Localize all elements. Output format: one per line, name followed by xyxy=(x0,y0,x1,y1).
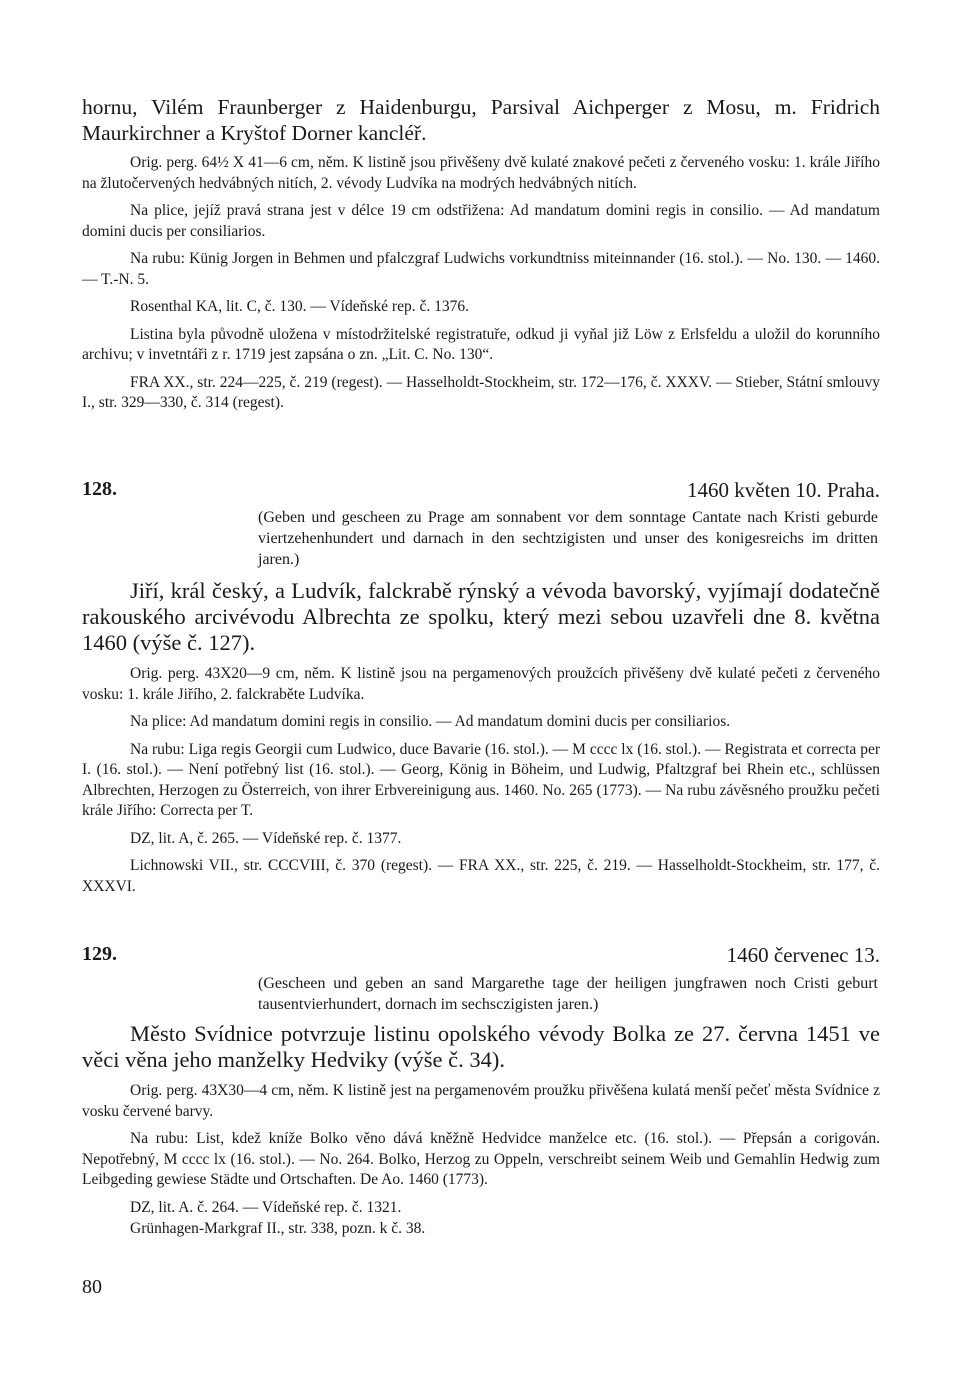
entry-number: 128. xyxy=(82,478,117,500)
previous-entry-continuation xyxy=(82,94,880,414)
note-paragraph: Lichnowski VII., str. CCCVIII, č. 370 (regest). — FRA XX., str. 225, č. 219. — Hasselholdt-Stockheim, str. 177, č. XXXVI. xyxy=(82,857,880,895)
entry-german-dating: (Geben und gescheen zu Prage am sonnabent vor dem sonntage Cantate nach Kristi geburde viertzehenhundert und darnach in den sechtzigisten und unser des konigesreichs im dritten jaren.) xyxy=(258,509,878,568)
page-number: 80 xyxy=(82,1276,102,1298)
note-paragraph: Listina byla původně uložena v místodržitelské registratuře, odkud ji vyňal již Löw z Erlsfeldu a uložil do korunního archivu; v invetntáři z r. 1719 jest zapsána o zn. „Lit. C. No. 130“. xyxy=(82,325,880,363)
entry-body xyxy=(82,1021,880,1240)
note-paragraph: Na plice: Ad mandatum domini regis in consilio. — Ad mandatum domini ducis per consiliarios. xyxy=(130,713,731,730)
entry-number: 129. xyxy=(82,943,117,965)
note-paragraph: Na rubu: Liga regis Georgii cum Ludwico, duce Bavarie (16. stol.). — M cccc lx (16. stol.). — Registrata et correcta per I. (16. stol.). — Není potřebný list (16. stol.). — Georg, König in Böheim, und Ludwig, Pfaltzgraf bei Rhein etc., schlüssen Albrechten, Herzogen zu Österreich, von ihrer Erbvereinigung aus. 1460. No. 265 (1773). — Na rubu závěsného proužku pečeti krále Jiřího: Correcta per T. xyxy=(82,740,880,819)
entry-date: 1460 červenec 13. xyxy=(726,943,880,967)
note-paragraph: FRA XX., str. 224—225, č. 219 (regest). — Hasselholdt-Stockheim, str. 172—176, č. XXXV. — Stieber, Státní smlouvy I., str. 329—330, č. 314 (regest). xyxy=(82,373,880,411)
entry-title: Město Svídnice potvrzuje listinu opolského vévody Bolka ze 27. června 1451 ve věci věna jeho manželky Hedviky (výše č. 34). xyxy=(82,1021,880,1072)
note-paragraph: Orig. perg. 43X30—4 cm, něm. K listině jest na pergamenovém proužku přivěšena kulatá menší pečeť města Svídnice z vosku červené barvy. xyxy=(82,1082,880,1120)
entry-title: Jiří, král český, a Ludvík, falckrabě rýnský a vévoda bavorský, vyjímají dodatečně rakouského arcivévodu Albrechta ze spolku, který mezi sebou uzavřeli dne 8. května 1460 (výše č. 127). xyxy=(82,578,880,655)
note-paragraph: Orig. perg. 43X20—9 cm, něm. K listině jsou na pergamenových proužcích přivěšeny dvě kulaté pečeti z červeného vosku: 1. krále Jiřího, 2. falckraběte Ludvíka. xyxy=(82,665,880,703)
note-paragraph: Na rubu: List, kdež kníže Bolko věno dává kněžně Hedvidce manželce etc. (16. stol.). — Přepsán a corigován. Nepotřebný, M cccc lx (16. stol.). — No. 264. Bolko, Herzog zu Oppeln, verschreibt seinem Weib und Gemahlin Hedwig zum Leibgeding gewiese Städte und Ortschaften. De Ao. 1460 (1773). xyxy=(82,1130,880,1188)
entry-date: 1460 květen 10. Praha. xyxy=(686,478,880,502)
note-paragraph: Orig. perg. 64½ X 41—6 cm, něm. K listině jsou přivěšeny dvě kulaté znakové pečeti z červeného vosku: 1. krále Jiřího na žlutočervených hedvábných nitích, 2. vévody Ludvíka na modrých hedvábných nitích. xyxy=(82,154,880,192)
note-paragraph: Grünhagen-Markgraf II., str. 338, pozn. k č. 38. xyxy=(130,1220,426,1237)
note-paragraph: DZ, lit. A. č. 264. — Vídeňské rep. č. 1321. xyxy=(130,1198,402,1216)
note-paragraph: Rosenthal KA, lit. C, č. 130. — Vídeňské rep. č. 1376. xyxy=(130,298,469,315)
entry-german-dating: (Gescheen und geben an sand Margarethe tage der heiligen jungfrawen noch Cristi geburt tausentvierhundert, dornach im sechsczigisten jaren.) xyxy=(258,975,878,1013)
note-paragraph: Na rubu: Künig Jorgen in Behmen und pfalczgraf Ludwichs vorkundtniss miteinnander (16. stol.). — No. 130. — 1460. — T.-N. 5. xyxy=(82,250,880,288)
entry-body xyxy=(82,578,880,897)
entry-header xyxy=(82,943,880,971)
previous-entry-text: hornu, Vilém Fraunberger z Haidenburgu, Parsival Aichperger z Mosu, m. Fridrich Maurkirchner a Kryštof Dorner kancléř. xyxy=(82,95,880,145)
note-paragraph: Na plice, jejíž pravá strana jest v délce 19 cm odstřižena: Ad mandatum domini regis in consilio. — Ad mandatum domini ducis per consiliarios. xyxy=(82,202,880,240)
note-paragraph: DZ, lit. A, č. 265. — Vídeňské rep. č. 1377. xyxy=(130,829,402,847)
entry-header xyxy=(82,478,880,506)
